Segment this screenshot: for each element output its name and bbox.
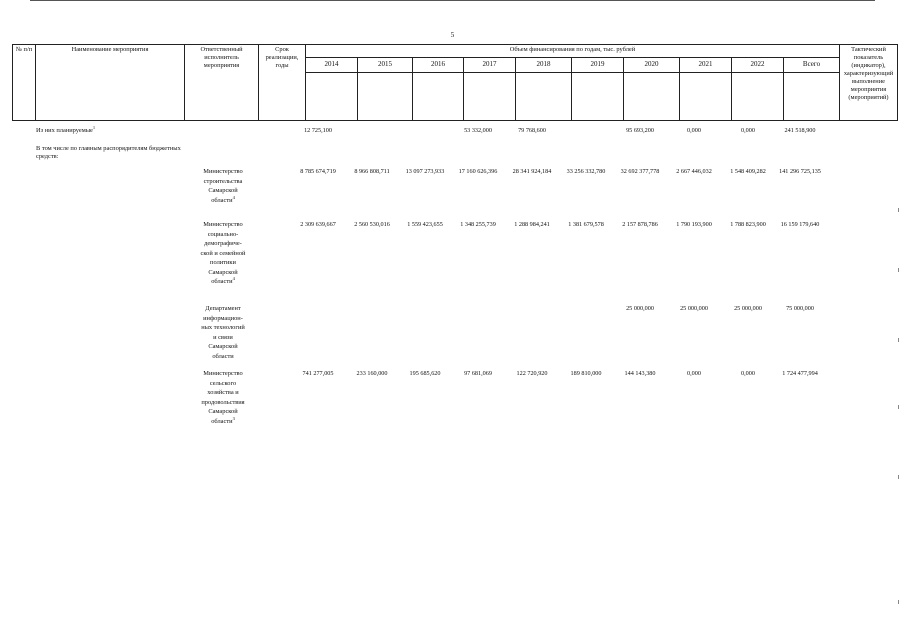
value-cell: 1 288 984,241 [514,221,550,228]
col-name-header: Наименование мероприятия [36,45,185,121]
value-cell: 33 256 332,780 [566,168,606,175]
value-cell: 79 768,600 [518,127,546,134]
page-number: 5 [450,31,455,39]
year-header: 2016 [413,58,464,73]
value-cell: 1 348 255,739 [460,221,496,228]
by-managers-label: В том числе по главным распорядителям бюджетных средств: [36,145,181,160]
executor-it-department: Департамент информацион- ных технологий и связи Самарской области [201,305,245,360]
value-cell: 195 685,620 [409,370,441,377]
value-cell: 2 157 878,786 [622,221,658,228]
year-header: 2020 [624,58,680,73]
edge-mark [898,208,899,212]
total-value-cell: 1 724 477,994 [782,370,818,377]
value-cell: 0,000 [687,370,701,377]
planned-label: Из них планируемые$^1$ [36,124,96,134]
edge-mark [898,600,899,604]
edge-mark [898,405,899,409]
value-cell: 12 725,100 [304,127,332,134]
value-cell: 1 559 423,655 [407,221,443,228]
total-value-cell: 75 000,000 [786,305,814,312]
value-cell: 1 790 193,900 [676,221,712,228]
value-cell: 741 277,005 [302,370,334,377]
financing-table-header [12,44,898,121]
executor-agriculture: Министерство сельского хозяйства и продовольствия Самарской области$^3$ [201,370,245,425]
edge-mark [898,268,899,272]
value-cell: 2 309 639,667 [300,221,336,228]
value-cell: 233 160,000 [356,370,388,377]
col-volume-header: Объем финансирования по годам, тыс. рублей [306,45,840,58]
col-num-header: № п/п [13,45,36,121]
value-cell: 13 097 273,933 [405,168,445,175]
col-term-header: Срок реализации, годы [259,45,306,121]
value-cell: 32 692 377,778 [620,168,660,175]
value-cell: 189 810,000 [570,370,602,377]
value-cell: 1 548 409,282 [730,168,766,175]
value-cell: 25 000,000 [734,305,762,312]
value-cell: 25 000,000 [626,305,654,312]
col-indicator-header: Тактический показатель (индикатор), характеризующий выполнение мероприятия (мероприятий) [840,45,898,121]
value-cell: 0,000 [741,370,755,377]
total-value-cell: 141 296 725,135 [779,168,821,175]
value-cell: 2 560 530,016 [354,221,390,228]
year-header: 2021 [680,58,732,73]
value-cell: 17 160 626,396 [458,168,498,175]
total-value-cell: 241 518,900 [784,127,816,134]
value-cell: 0,000 [741,127,755,134]
value-cell: 97 681,069 [464,370,492,377]
executor-social-policy: Министерство социально- демографиче- ской и семейной политики Самарской области$^4$ [200,221,246,285]
top-rule [30,0,875,1]
edge-mark [898,338,899,342]
value-cell: 122 720,920 [516,370,548,377]
year-header: 2022 [732,58,784,73]
year-header: 2017 [464,58,516,73]
year-header: 2019 [572,58,624,73]
edge-mark [898,475,899,479]
value-cell: 144 143,380 [624,370,656,377]
year-header: 2014 [306,58,358,73]
value-cell: 25 000,000 [680,305,708,312]
value-cell: 8 966 808,711 [354,168,390,175]
value-cell: 28 341 924,184 [512,168,552,175]
value-cell: 1 788 823,900 [730,221,766,228]
value-cell: 8 785 674,719 [300,168,336,175]
value-cell: 95 693,200 [626,127,654,134]
year-header-total: Всего [784,58,840,73]
value-cell: 0,000 [687,127,701,134]
executor-construction: Министерство строительства Самарской области$^4$ [203,168,243,204]
value-cell: 53 332,000 [464,127,492,134]
value-cell: 1 381 679,578 [568,221,604,228]
col-executor-header: Ответственный исполнитель мероприятия [185,45,259,121]
year-header: 2015 [358,58,413,73]
year-header: 2018 [516,58,572,73]
value-cell: 2 667 446,032 [676,168,712,175]
total-value-cell: 16 159 179,640 [780,221,820,228]
